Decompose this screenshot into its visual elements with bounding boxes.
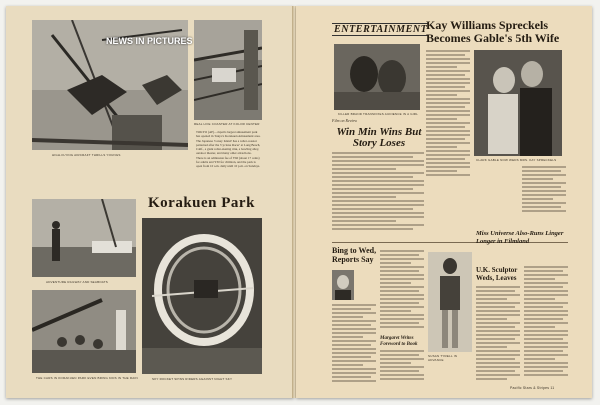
story-paragraph-2: The Japanese 'Coney Island' has a roller-coaster patterned after the 'Cyclone Racer' at Long Beach, Calif., a giant roller-skating rink, a bowling alley, outdoor theater, and many other attractions. [196,139,261,155]
caption-flying-ride: HIGH-FLYING AIRCRAFT THRILLS YOUNGS [52,153,121,157]
column-film-review [332,152,424,240]
photo-film-still [334,44,420,110]
story-lead: TOKYO (AP)—Japan's largest amusement park has opened in Tokyo's Korakuen Amusement area. [196,130,261,138]
photo-bing-portrait [332,270,354,300]
photo-starlet [428,252,472,352]
caption-starlet: SUSAN TYRELL IN ADVANCE [428,354,458,362]
page-footer: Pacific Stars & Stripes 11 [510,386,555,390]
sculptor-headline: U.K. Sculptor Weds, Leaves [476,266,518,282]
caption-sky-rocket: SKY ROCKET SPINS RIDERS AGAINST NIGHT SKY [152,377,233,381]
column-right-top [522,166,566,218]
right-page [296,6,592,398]
column-bing [332,304,376,384]
bing-headline: Bing to Wed, Reports Say [332,246,377,264]
film-kicker: Film on Review [332,119,358,123]
caption-film-still: KILLER BRAND TRANSFIXES AUDIENCE IN A GIRL [338,112,419,116]
photo-coaster [194,20,262,120]
caption-gable-couple: CLARK GABLE NOW WEDS MRS. KAY SPRECKELS [476,158,557,162]
film-headline: Win Min Wins But Story Loses [336,126,422,149]
caption-crowd-rain: THE CARS IN KORAKUEN PARK EVEN BRING KIDS IN THE RAIN [36,376,138,380]
photo-crowd-rain [32,290,136,373]
masthead-entertainment: ENTERTAINMENT [334,24,428,35]
lead-headline: Kay Williams Spreckels Becomes Gable's 5th Wife [426,18,560,45]
photo-sky-rocket [142,218,262,374]
column-margaret [380,350,424,386]
photo-gable-couple [474,50,562,156]
miss-universe-headline: Miss Universe Also-Runs Linger Longer in Filmland [476,230,564,245]
section-label-news-in-pictures: NEWS IN PICTURES [106,36,193,46]
column-sculptor [476,286,520,382]
column-middle-lower [380,250,424,330]
left-page [6,6,294,398]
caption-coaster: REAL LIFE COASTER AT KOLOR CENTER [194,122,260,126]
column-lead-story [426,50,470,240]
story-text [196,130,262,186]
caption-cart-ride: ADVENTURE RAILWAY AND SEABOATS [46,280,109,284]
margaret-headline: Margaret Writes Foreword to Book [380,336,418,347]
column-miss-universe [524,266,568,382]
photo-cart-ride [32,199,136,277]
feature-title: Korakuen Park [148,195,255,211]
story-paragraph-3: There is an admission fee of Y60 (about 17 cents) for adults and Y30 for children, and the park is open from 10 a.m. daily until 10 p.m. on Sundays. [196,156,261,168]
